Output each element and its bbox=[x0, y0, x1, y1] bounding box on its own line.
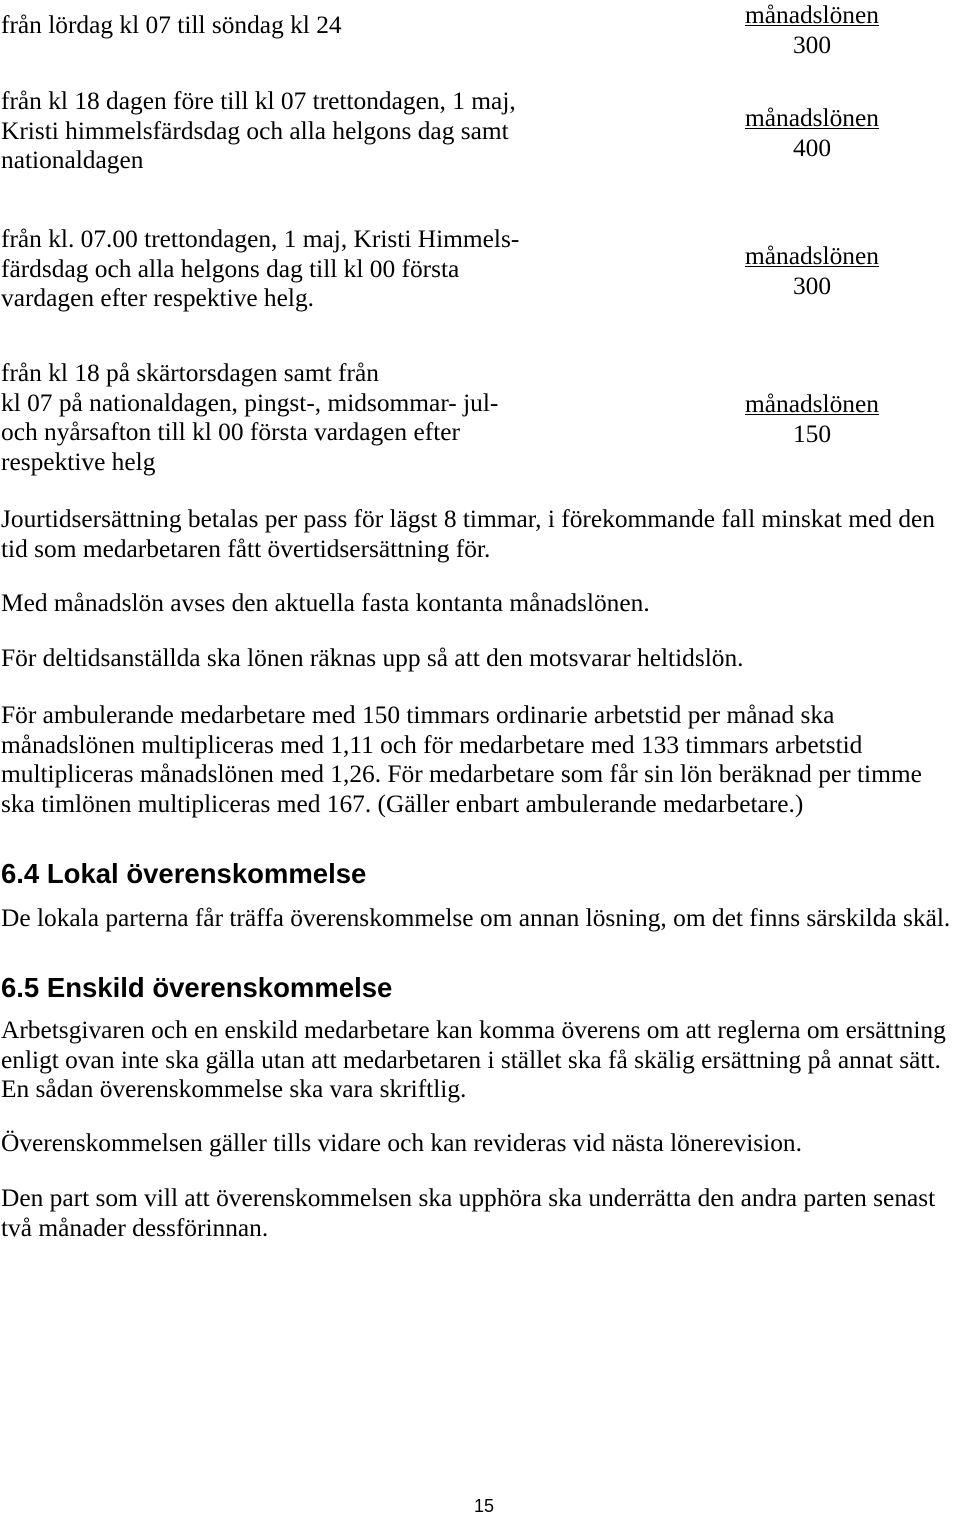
section-paragraph bbox=[1, 1129, 802, 1159]
paragraph-line: Den part som vill att överenskommelsen ska upphöra ska underrätta den andra parten senast bbox=[1, 1184, 936, 1212]
paragraph-line: enligt ovan inte ska gälla utan att medarbetaren i stället ska få skälig ersättning på annat sätt. bbox=[1, 1045, 941, 1074]
compensation-rate bbox=[712, 0, 912, 60]
paragraph-ambulance-staff bbox=[1, 701, 922, 819]
rate-divisor: 400 bbox=[792, 134, 832, 162]
period-line: från lördag kl 07 till söndag kl 24 bbox=[1, 11, 342, 39]
section-heading bbox=[1, 858, 366, 890]
paragraph-line: För deltidsanställda ska lönen räknas upp så att den motsvarar heltidslön. bbox=[1, 644, 744, 672]
paragraph-line: två månader dessförinnan. bbox=[1, 1213, 269, 1242]
period-line: vardagen efter respektive helg. bbox=[1, 284, 314, 313]
period-description bbox=[1, 359, 498, 477]
paragraph-line: Med månadslön avses den aktuella fasta kontanta månadslönen. bbox=[1, 589, 650, 617]
compensation-rate bbox=[712, 389, 912, 449]
period-description bbox=[1, 225, 519, 314]
paragraph-line: tid som medarbetaren fått övertidsersättning för. bbox=[1, 534, 491, 563]
paragraph-line: De lokala parterna får träffa överenskommelse om annan lösning, om det finns särskilda skäl. bbox=[1, 904, 951, 932]
period-description bbox=[1, 87, 516, 176]
period-line: kl 07 på nationaldagen, pingst-, midsommar- jul- bbox=[1, 388, 499, 417]
section-title: Lokal överenskommelse bbox=[46, 858, 367, 889]
section-paragraph bbox=[1, 904, 950, 934]
rate-basis: månadslönen bbox=[745, 390, 879, 418]
paragraph-line: Arbetsgivaren och en enskild medarbetare kan komma överens om att reglerna om ersättning bbox=[1, 1016, 946, 1044]
period-line: och nyårsafton till kl 00 första vardagen efter bbox=[1, 418, 460, 447]
paragraph-line: månadslönen multipliceras med 1,11 och för medarbetare med 133 timmars arbetstid bbox=[1, 730, 863, 759]
rate-divisor: 150 bbox=[792, 420, 832, 448]
section-heading bbox=[1, 972, 392, 1004]
section-title: Enskild överenskommelse bbox=[46, 972, 393, 1003]
section-number: 6.5 bbox=[1, 972, 40, 1003]
period-line: Kristi himmelsfärdsdag och alla helgons dag samt bbox=[1, 116, 509, 145]
rate-basis: månadslönen bbox=[745, 104, 879, 132]
period-line: respektive helg bbox=[1, 447, 156, 476]
compensation-rate bbox=[712, 241, 912, 301]
paragraph-line: Överenskommelsen gäller tills vidare och kan revideras vid nästa lönerevision. bbox=[1, 1129, 802, 1157]
rate-basis: månadslönen bbox=[745, 1, 879, 29]
period-description bbox=[1, 11, 342, 41]
period-line: nationaldagen bbox=[1, 146, 144, 175]
period-line: från kl 18 dagen före till kl 07 trettondagen, 1 maj, bbox=[1, 87, 516, 115]
paragraph-part-time bbox=[1, 644, 744, 674]
paragraph-line: ska timlönen multipliceras med 167. (Gäller enbart ambulerande medarbetare.) bbox=[1, 789, 804, 818]
period-line: färdsdag och alla helgons dag till kl 00 första bbox=[1, 254, 460, 283]
paragraph-monthly-salary-definition bbox=[1, 589, 650, 619]
paragraph-line: multipliceras månadslönen med 1,26. För medarbetare som får sin lön beräknad per timme bbox=[1, 760, 922, 789]
section-paragraph bbox=[1, 1016, 946, 1105]
compensation-rate bbox=[712, 103, 912, 163]
paragraph-on-call-compensation bbox=[1, 505, 935, 564]
page-number: 15 bbox=[474, 1496, 495, 1516]
rate-basis: månadslönen bbox=[745, 242, 879, 270]
rate-divisor: 300 bbox=[792, 31, 832, 59]
period-line: från kl 18 på skärtorsdagen samt från bbox=[1, 359, 379, 387]
section-paragraph bbox=[1, 1184, 935, 1243]
paragraph-line: En sådan överenskommelse ska vara skriftlig. bbox=[1, 1075, 467, 1104]
paragraph-line: För ambulerande medarbetare med 150 timmars ordinarie arbetstid per månad ska bbox=[1, 701, 835, 729]
paragraph-line: Jourtidsersättning betalas per pass för lägst 8 timmar, i förekommande fall minskat med den bbox=[1, 505, 935, 533]
section-number: 6.4 bbox=[1, 858, 40, 889]
period-line: från kl. 07.00 trettondagen, 1 maj, Kristi Himmels- bbox=[1, 225, 520, 253]
rate-divisor: 300 bbox=[792, 272, 832, 300]
